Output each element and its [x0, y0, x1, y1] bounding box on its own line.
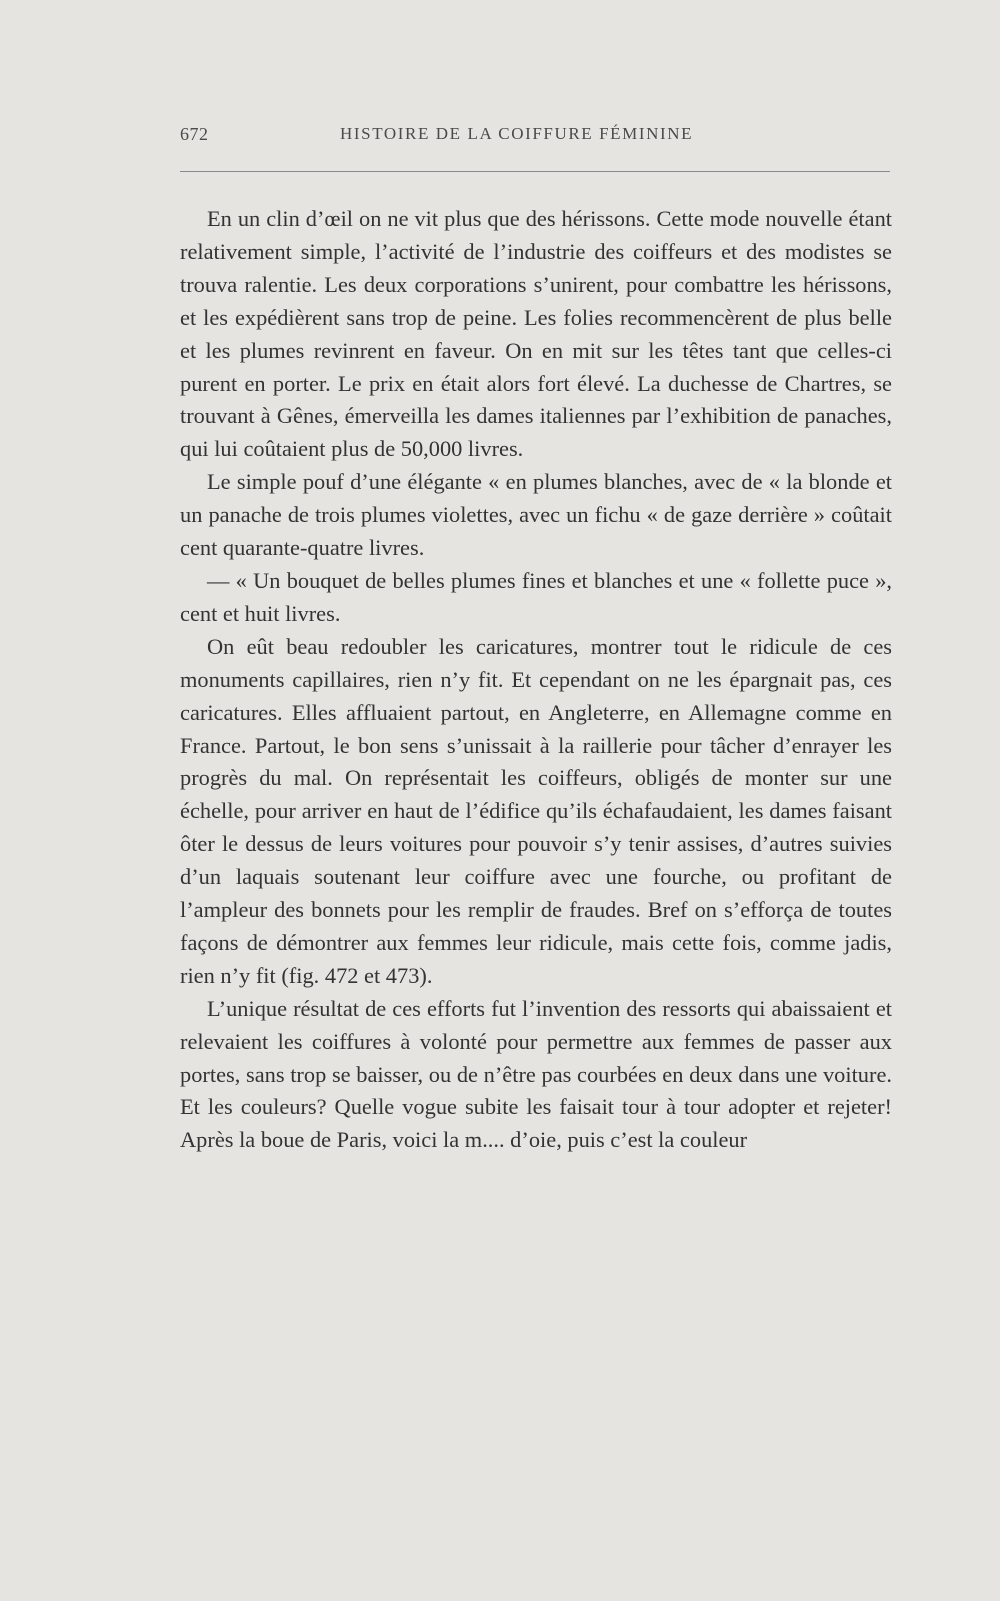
paragraph: L’unique résultat de ces efforts fut l’invention des ressorts qui abaissaient et relevaient les coiffures à volonté pour permettre aux femmes de passer aux portes, sans trop se baisser, ou de n’être pas courbées en deux dans une voiture. Et les couleurs? Quelle vogue subite les faisait tour à tour adopter et rejeter! Après la boue de Paris, voici la m.... d’oie, puis c’est la couleur	[180, 995, 892, 1153]
paragraph: Le simple pouf d’une élégante « en plumes blanches, avec de « la blonde et un panache de trois plumes violettes, avec un fichu « de gaze derrière » coûtait cent quarante-quatre livres.	[180, 469, 892, 561]
page-number: 672	[180, 124, 209, 144]
header-rule	[180, 171, 890, 172]
paragraph: — « Un bouquet de belles plumes fines et blanches et une « follette puce », cent et huit livres.	[180, 567, 892, 626]
body-text	[180, 203, 892, 1157]
running-title: HISTOIRE DE LA COIFFURE FÉMININE	[340, 124, 694, 143]
page-header	[180, 124, 890, 152]
paragraph: On eût beau redoubler les caricatures, montrer tout le ridicule de ces monuments capillaires, rien n’y fit. Et cependant on ne les épargnait pas, ces caricatures. Elles affluaient partout, en Angleterre, en Allemagne comme en France. Partout, le bon sens s’unissait à la raillerie pour tâcher d’enrayer les progrès du mal. On représentait les coiffeurs, obligés de monter sur une échelle, pour arriver en haut de l’édifice qu’ils échafaudaient, les dames faisant ôter le dessus de leurs voitures pour pouvoir s’y tenir assises, d’autres suivies d’un laquais soutenant leur coiffure avec une fourche, ou profitant de l’ampleur des bonnets pour les remplir de fraudes. Bref on s’efforça de toutes façons de démontrer aux femmes leur ridicule, mais cette fois, comme jadis, rien n’y fit (fig. 472 et 473).	[180, 633, 892, 988]
paragraph: En un clin d’œil on ne vit plus que des hérissons. Cette mode nouvelle étant relativement simple, l’activité de l’industrie des coiffeurs et des modistes se trouva ralentie. Les deux corporations s’unirent, pour combattre les hérissons, et les expédièrent sans trop de peine. Les folies recommencèrent de plus belle et les plumes revinrent en faveur. On en mit sur les têtes tant que celles-ci purent en porter. Le prix en était alors fort élevé. La duchesse de Chartres, se trouvant à Gênes, émerveilla les dames italiennes par l’exhibition de panaches, qui lui coûtaient plus de 50,000 livres.	[180, 206, 892, 462]
